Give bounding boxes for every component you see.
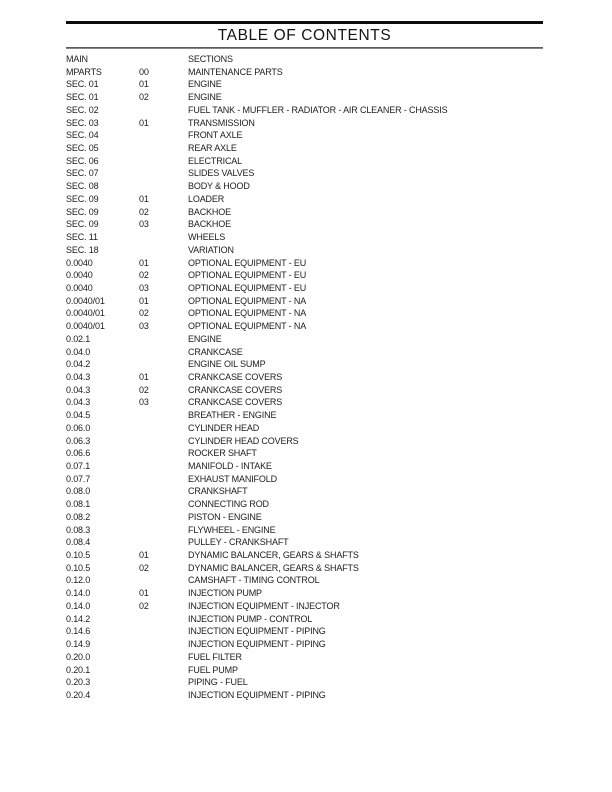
toc-number: 01 <box>139 295 149 306</box>
toc-code: SEC. 08 <box>66 181 99 192</box>
toc-row <box>66 53 543 66</box>
toc-description: FUEL FILTER <box>188 651 242 662</box>
toc-number: 01 <box>139 588 149 599</box>
toc-code: SEC. 18 <box>66 244 99 255</box>
toc-number: 01 <box>139 257 149 268</box>
toc-code: 0.0040/01 <box>66 308 105 319</box>
toc-description: INJECTION PUMP <box>188 588 262 599</box>
toc-number <box>139 460 188 473</box>
toc-description: SLIDES VALVES <box>188 168 255 179</box>
toc-code: SEC. 03 <box>66 117 99 128</box>
toc-row <box>66 473 543 486</box>
toc-number <box>139 447 188 460</box>
toc-number <box>139 498 188 511</box>
toc-description: CONNECTING ROD <box>188 499 269 510</box>
toc-code: 0.08.0 <box>66 486 91 497</box>
toc-row <box>66 587 543 600</box>
toc-code: SEC. 02 <box>66 104 99 115</box>
toc-row <box>66 524 543 537</box>
toc-description: FUEL TANK - MUFFLER - RADIATOR - AIR CLEANER - CHASSIS <box>188 104 448 115</box>
toc-row <box>66 206 543 219</box>
toc-description: BACKHOE <box>188 206 231 217</box>
toc-code: 0.08.3 <box>66 524 91 535</box>
toc-row <box>66 320 543 333</box>
toc-row <box>66 447 543 460</box>
toc-code: SEC. 04 <box>66 130 99 141</box>
toc-code: 0.0040 <box>66 270 93 281</box>
toc-row <box>66 600 543 613</box>
toc-row <box>66 498 543 511</box>
toc-description: FUEL PUMP <box>188 664 238 675</box>
toc-row <box>66 549 543 562</box>
toc-number <box>139 180 188 193</box>
toc-number: 01 <box>139 371 149 382</box>
toc-description: MAINTENANCE PARTS <box>188 66 283 77</box>
toc-number <box>139 485 188 498</box>
toc-description: OPTIONAL EQUIPMENT - EU <box>188 282 307 293</box>
toc-row <box>66 651 543 664</box>
toc-row <box>66 536 543 549</box>
toc-code: 0.20.0 <box>66 651 91 662</box>
toc-number <box>139 53 188 66</box>
toc-description: CAMSHAFT - TIMING CONTROL <box>188 575 320 586</box>
toc-number: 01 <box>139 550 149 561</box>
toc-row <box>66 295 543 308</box>
toc-description: ELECTRICAL <box>188 155 243 166</box>
toc-number <box>139 435 188 448</box>
toc-row <box>66 435 543 448</box>
toc-row <box>66 129 543 142</box>
toc-description: BODY & HOOD <box>188 181 250 192</box>
toc-row <box>66 562 543 575</box>
toc-code: 0.10.5 <box>66 562 91 573</box>
toc-row <box>66 307 543 320</box>
toc-code: SEC. 11 <box>66 232 98 243</box>
toc-number <box>139 524 188 537</box>
toc-number <box>139 104 188 117</box>
toc-number: 02 <box>139 270 149 281</box>
toc-description: CRANKCASE COVERS <box>188 384 283 395</box>
toc-row <box>66 142 543 155</box>
toc-number <box>139 231 188 244</box>
toc-description: LOADER <box>188 193 225 204</box>
toc-code: SEC. 07 <box>66 168 99 179</box>
toc-number <box>139 358 188 371</box>
toc-code: 0.20.1 <box>66 664 91 675</box>
toc-row <box>66 346 543 359</box>
toc-code: 0.0040/01 <box>66 321 105 332</box>
toc-code: 0.04.2 <box>66 359 91 370</box>
toc-description: PIPING - FUEL <box>188 677 248 688</box>
toc-code: 0.04.3 <box>66 371 91 382</box>
toc-description: BACKHOE <box>188 219 231 230</box>
toc-code: 0.20.4 <box>66 689 91 700</box>
toc-description: OPTIONAL EQUIPMENT - NA <box>188 321 307 332</box>
toc-code: 0.04.5 <box>66 410 91 421</box>
toc-number: 02 <box>139 206 149 217</box>
toc-code: 0.04.3 <box>66 384 91 395</box>
toc-code: 0.12.0 <box>66 575 91 586</box>
toc-code: 0.14.6 <box>66 626 91 637</box>
toc-row <box>66 613 543 626</box>
toc-number <box>139 574 188 587</box>
toc-number <box>139 333 188 346</box>
toc-code: 0.20.3 <box>66 677 91 688</box>
toc-number <box>139 129 188 142</box>
toc-number <box>139 511 188 524</box>
toc-row <box>66 460 543 473</box>
toc-code: 0.04.3 <box>66 397 91 408</box>
toc-row <box>66 625 543 638</box>
toc-description: INJECTION EQUIPMENT - PIPING <box>188 639 326 650</box>
toc-number <box>139 689 188 702</box>
toc-description: CYLINDER HEAD COVERS <box>188 435 299 446</box>
toc-number <box>139 651 188 664</box>
toc-code: 0.06.6 <box>66 448 91 459</box>
toc-description: DYNAMIC BALANCER, GEARS & SHAFTS <box>188 550 359 561</box>
toc-description: DYNAMIC BALANCER, GEARS & SHAFTS <box>188 562 359 573</box>
toc-description: ENGINE OIL SUMP <box>188 359 266 370</box>
toc-description: OPTIONAL EQUIPMENT - EU <box>188 270 307 281</box>
toc-code: SEC. 06 <box>66 155 99 166</box>
toc-row <box>66 155 543 168</box>
toc-row <box>66 104 543 117</box>
toc-number: 02 <box>139 384 149 395</box>
toc-row <box>66 91 543 104</box>
toc-row <box>66 257 543 270</box>
toc-number: 03 <box>139 219 149 230</box>
toc-description: INJECTION EQUIPMENT - INJECTOR <box>188 600 340 611</box>
toc-code: 0.0040/01 <box>66 295 105 306</box>
toc-description: ENGINE <box>188 92 222 103</box>
toc-row <box>66 269 543 282</box>
toc-row <box>66 689 543 702</box>
toc-description: INJECTION EQUIPMENT - PIPING <box>188 689 326 700</box>
toc-row <box>66 574 543 587</box>
toc-description: ENGINE <box>188 333 222 344</box>
toc-description: WHEELS <box>188 232 226 243</box>
toc-number <box>139 536 188 549</box>
toc-row <box>66 371 543 384</box>
toc-number: 03 <box>139 282 149 293</box>
toc-description: OPTIONAL EQUIPMENT - NA <box>188 308 307 319</box>
toc-code: 0.08.1 <box>66 499 91 510</box>
toc-row <box>66 117 543 130</box>
toc-number <box>139 346 188 359</box>
toc-code: SEC. 09 <box>66 206 99 217</box>
toc-code: SEC. 09 <box>66 193 99 204</box>
toc-description: BREATHER - ENGINE <box>188 410 277 421</box>
toc-description: OPTIONAL EQUIPMENT - NA <box>188 295 307 306</box>
toc-number: 02 <box>139 562 149 573</box>
toc-number <box>139 244 188 257</box>
toc-description: CRANKCASE <box>188 346 243 357</box>
toc-table <box>66 53 543 702</box>
toc-code: 0.08.4 <box>66 537 91 548</box>
toc-number <box>139 167 188 180</box>
page-content <box>66 21 543 702</box>
toc-code: 0.08.2 <box>66 511 91 522</box>
toc-description: ROCKER SHAFT <box>188 448 257 459</box>
toc-description: SECTIONS <box>188 54 233 64</box>
toc-code: SEC. 05 <box>66 143 99 154</box>
title-rule <box>66 47 543 49</box>
toc-code: 0.0040 <box>66 257 93 268</box>
toc-number <box>139 473 188 486</box>
toc-row <box>66 66 543 79</box>
toc-code: SEC. 09 <box>66 219 99 230</box>
toc-row <box>66 193 543 206</box>
toc-description: ENGINE <box>188 79 222 90</box>
toc-row <box>66 664 543 677</box>
toc-number: 01 <box>139 79 149 90</box>
toc-description: TRANSMISSION <box>188 117 255 128</box>
toc-code: 0.14.2 <box>66 613 91 624</box>
toc-code: 0.10.5 <box>66 550 91 561</box>
toc-code: MAIN <box>66 54 88 64</box>
toc-code: 0.07.1 <box>66 461 91 471</box>
toc-row <box>66 676 543 689</box>
toc-description: FRONT AXLE <box>188 130 243 141</box>
toc-code: 0.02.1 <box>66 333 91 344</box>
toc-description: REAR AXLE <box>188 143 237 154</box>
toc-description: MANIFOLD - INTAKE <box>188 461 272 471</box>
toc-description: CRANKSHAFT <box>188 486 248 497</box>
toc-number <box>139 613 188 626</box>
toc-number <box>139 142 188 155</box>
page-title: TABLE OF CONTENTS <box>217 27 392 44</box>
toc-code: 0.14.0 <box>66 600 91 611</box>
toc-number: 01 <box>139 193 149 204</box>
toc-number: 03 <box>139 321 149 332</box>
toc-number <box>139 422 188 435</box>
toc-code: 0.06.0 <box>66 422 91 433</box>
toc-code: 0.06.3 <box>66 435 91 446</box>
toc-row <box>66 511 543 524</box>
toc-code: 0.0040 <box>66 282 93 293</box>
toc-number <box>139 625 188 638</box>
toc-number <box>139 409 188 422</box>
toc-code: 0.14.9 <box>66 639 91 650</box>
toc-row <box>66 333 543 346</box>
toc-number: 01 <box>139 117 149 128</box>
toc-description: EXHAUST MANIFOLD <box>188 473 277 484</box>
toc-code: MPARTS <box>66 66 102 77</box>
toc-row <box>66 180 543 193</box>
toc-number <box>139 664 188 677</box>
toc-number: 02 <box>139 600 149 611</box>
toc-number: 03 <box>139 397 149 408</box>
toc-code: SEC. 01 <box>66 79 99 90</box>
toc-code: 0.04.0 <box>66 346 91 357</box>
toc-row <box>66 282 543 295</box>
toc-description: FLYWHEEL - ENGINE <box>188 524 276 535</box>
toc-number: 00 <box>139 66 149 77</box>
toc-code: SEC. 01 <box>66 92 99 103</box>
toc-code: 0.07.7 <box>66 473 91 484</box>
toc-description: CRANKCASE COVERS <box>188 397 283 408</box>
toc-row <box>66 218 543 231</box>
toc-code: 0.14.0 <box>66 588 91 599</box>
toc-description: OPTIONAL EQUIPMENT - EU <box>188 257 307 268</box>
toc-row <box>66 409 543 422</box>
toc-description: PISTON - ENGINE <box>188 511 262 522</box>
toc-row <box>66 485 543 498</box>
toc-row <box>66 167 543 180</box>
toc-row <box>66 78 543 91</box>
toc-row <box>66 384 543 397</box>
toc-row <box>66 231 543 244</box>
toc-description: INJECTION EQUIPMENT - PIPING <box>188 626 326 637</box>
toc-description: CRANKCASE COVERS <box>188 371 283 382</box>
toc-row <box>66 358 543 371</box>
toc-description: PULLEY - CRANKSHAFT <box>188 537 289 548</box>
toc-number <box>139 676 188 689</box>
toc-row <box>66 422 543 435</box>
toc-description: CYLINDER HEAD <box>188 422 260 433</box>
toc-number <box>139 638 188 651</box>
toc-number: 02 <box>139 92 149 103</box>
toc-description: VARIATION <box>188 244 234 255</box>
toc-number <box>139 155 188 168</box>
toc-number: 02 <box>139 308 149 319</box>
toc-description: INJECTION PUMP - CONTROL <box>188 613 313 624</box>
toc-row <box>66 244 543 257</box>
toc-row <box>66 396 543 409</box>
toc-row <box>66 638 543 651</box>
